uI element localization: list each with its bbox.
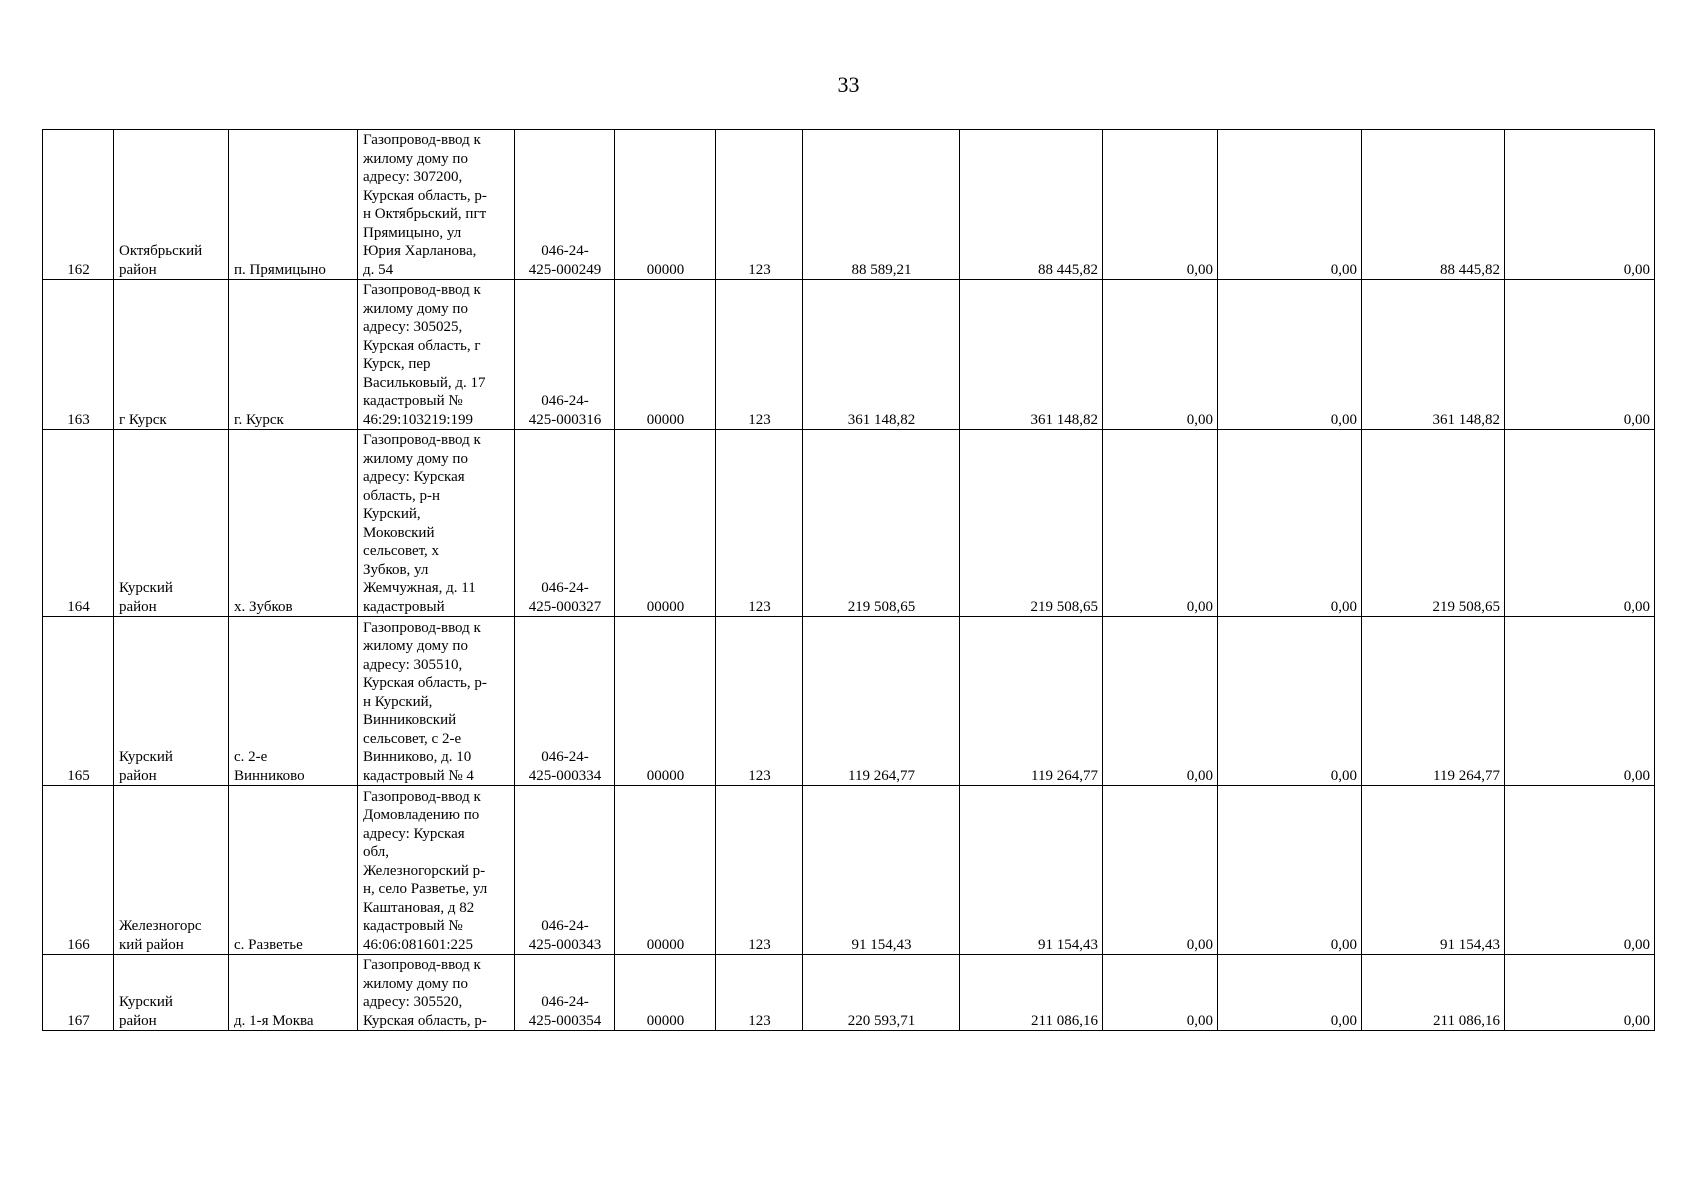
amount-2-cell: 119 264,77 [960,617,1103,786]
amount-4-cell: 0,00 [1218,617,1362,786]
object-description-cell: Газопровод-ввод к Домовладению по адресу: Курская обл, Железногорский р- н, село Разветье, ул Каштановая, д 82 кадастровый № 46:06:081601:225 [358,786,515,955]
amount-3-cell: 0,00 [1103,280,1218,430]
row-number-cell: 167 [43,955,114,1031]
code-00000-cell: 00000 [615,617,716,786]
row-number-cell: 166 [43,786,114,955]
object-code-cell: 046-24- 425-000316 [515,280,615,430]
amount-2-cell: 211 086,16 [960,955,1103,1031]
table-row [43,280,1655,430]
amount-1-cell: 219 508,65 [803,430,960,617]
amount-5-cell: 361 148,82 [1362,280,1505,430]
district-cell: Железногорс кий район [114,786,229,955]
amount-6-cell: 0,00 [1505,130,1655,280]
amount-4-cell: 0,00 [1218,786,1362,955]
amount-5-cell: 211 086,16 [1362,955,1505,1031]
district-cell: г Курск [114,280,229,430]
code-00000-cell: 00000 [615,280,716,430]
settlement-cell: с. 2-е Винниково [229,617,358,786]
row-number-cell: 164 [43,430,114,617]
code-00000-cell: 00000 [615,130,716,280]
table-row [43,130,1655,280]
row-number-cell: 163 [43,280,114,430]
registry-table [42,129,1655,1031]
object-description-cell: Газопровод-ввод к жилому дому по адресу: 305520, Курская область, р- [358,955,515,1031]
amount-1-cell: 220 593,71 [803,955,960,1031]
settlement-cell: г. Курск [229,280,358,430]
object-code-cell: 046-24- 425-000354 [515,955,615,1031]
amount-2-cell: 88 445,82 [960,130,1103,280]
amount-2-cell: 361 148,82 [960,280,1103,430]
object-code-cell: 046-24- 425-000249 [515,130,615,280]
amount-1-cell: 88 589,21 [803,130,960,280]
code-123-cell: 123 [716,786,803,955]
amount-5-cell: 119 264,77 [1362,617,1505,786]
amount-4-cell: 0,00 [1218,955,1362,1031]
object-description-cell: Газопровод-ввод к жилому дому по адресу: Курская область, р-н Курский, Моковский сельсовет, х Зубков, ул Жемчужная, д. 11 кадастровый [358,430,515,617]
code-123-cell: 123 [716,955,803,1031]
amount-5-cell: 219 508,65 [1362,430,1505,617]
code-123-cell: 123 [716,280,803,430]
amount-6-cell: 0,00 [1505,955,1655,1031]
page-number: 33 [837,72,860,97]
amount-3-cell: 0,00 [1103,430,1218,617]
object-description-cell: Газопровод-ввод к жилому дому по адресу: 307200, Курская область, р- н Октябрьский, пгт Прямицыно, ул Юрия Харланова, д. 54 [358,130,515,280]
amount-2-cell: 91 154,43 [960,786,1103,955]
amount-6-cell: 0,00 [1505,430,1655,617]
district-cell: Курский район [114,430,229,617]
row-number-cell: 165 [43,617,114,786]
district-cell: Курский район [114,955,229,1031]
settlement-cell: д. 1-я Моква [229,955,358,1031]
settlement-cell: х. Зубков [229,430,358,617]
amount-4-cell: 0,00 [1218,430,1362,617]
amount-6-cell: 0,00 [1505,786,1655,955]
row-number-cell: 162 [43,130,114,280]
amount-3-cell: 0,00 [1103,617,1218,786]
settlement-cell: п. Прямицыно [229,130,358,280]
amount-1-cell: 119 264,77 [803,617,960,786]
amount-6-cell: 0,00 [1505,280,1655,430]
object-description-cell: Газопровод-ввод к жилому дому по адресу: 305025, Курская область, г Курск, пер Васильковый, д. 17 кадастровый № 46:29:103219:199 [358,280,515,430]
amount-3-cell: 0,00 [1103,130,1218,280]
code-123-cell: 123 [716,617,803,786]
amount-5-cell: 91 154,43 [1362,786,1505,955]
object-description-cell: Газопровод-ввод к жилому дому по адресу: 305510, Курская область, р- н Курский, Винниковский сельсовет, с 2-е Винниково, д. 10 кадастровый № 4 [358,617,515,786]
code-123-cell: 123 [716,430,803,617]
amount-3-cell: 0,00 [1103,955,1218,1031]
code-00000-cell: 00000 [615,430,716,617]
amount-2-cell: 219 508,65 [960,430,1103,617]
amount-6-cell: 0,00 [1505,617,1655,786]
code-00000-cell: 00000 [615,786,716,955]
amount-5-cell: 88 445,82 [1362,130,1505,280]
amount-1-cell: 361 148,82 [803,280,960,430]
district-cell: Курский район [114,617,229,786]
table-row [43,430,1655,617]
district-cell: Октябрьский район [114,130,229,280]
amount-4-cell: 0,00 [1218,130,1362,280]
table-row [43,955,1655,1031]
code-00000-cell: 00000 [615,955,716,1031]
amount-3-cell: 0,00 [1103,786,1218,955]
object-code-cell: 046-24- 425-000334 [515,617,615,786]
settlement-cell: с. Разветье [229,786,358,955]
object-code-cell: 046-24- 425-000343 [515,786,615,955]
amount-4-cell: 0,00 [1218,280,1362,430]
code-123-cell: 123 [716,130,803,280]
table-row [43,786,1655,955]
amount-1-cell: 91 154,43 [803,786,960,955]
object-code-cell: 046-24- 425-000327 [515,430,615,617]
table-row [43,617,1655,786]
